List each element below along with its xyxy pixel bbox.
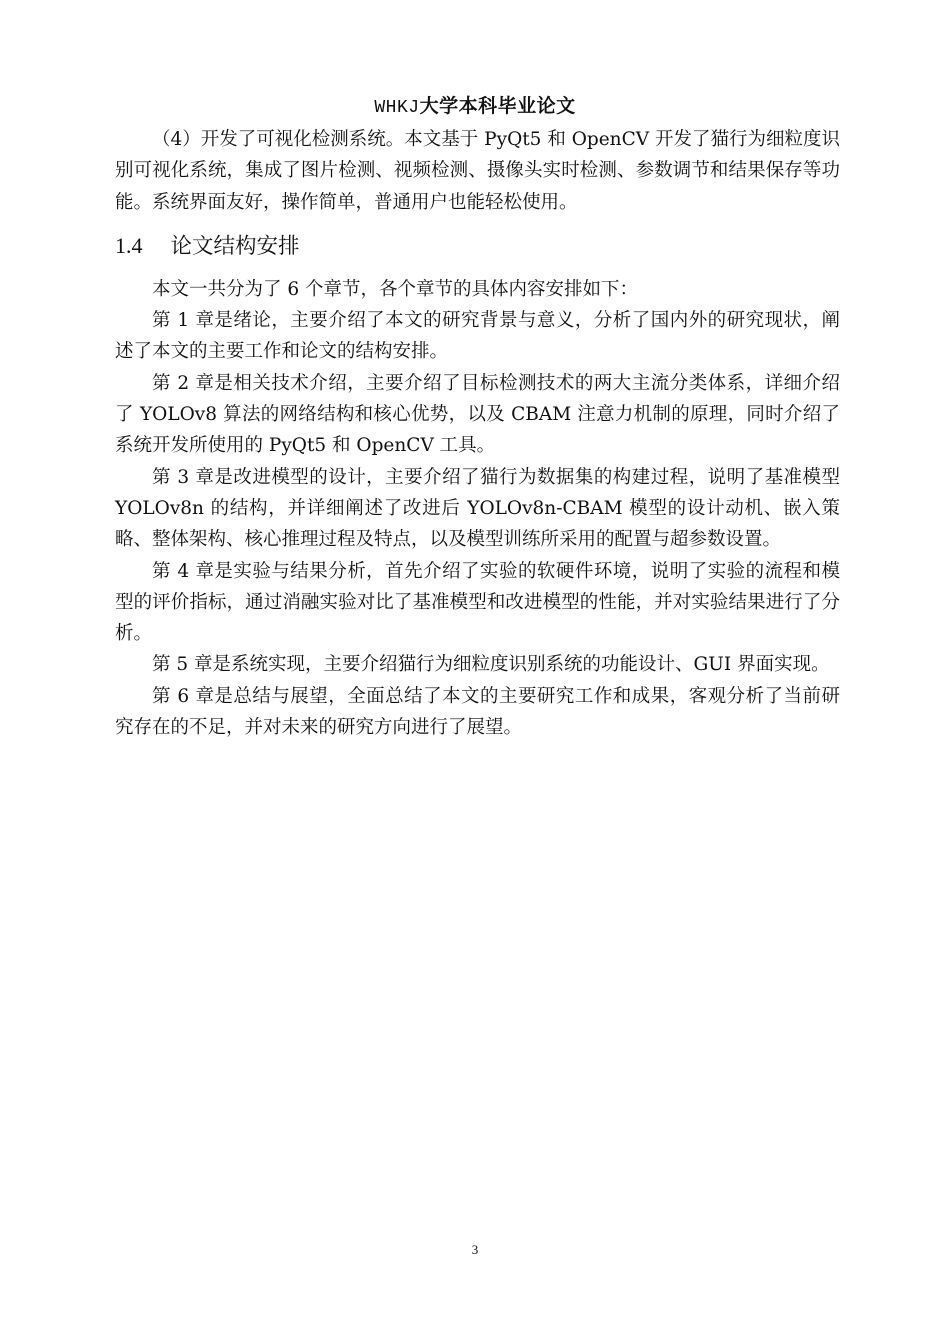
header-university-code: WHKJ — [374, 98, 420, 118]
section-title: 论文结构安排 — [170, 233, 300, 259]
section-heading — [115, 218, 840, 274]
page-header — [0, 93, 950, 121]
intro-paragraph: （4）开发了可视化检测系统。本文基于 PyQt5 和 OpenCV 开发了猫行为细粒度识别可视化系统，集成了图片检测、视频检测、摄像头实时检测、参数调节和结果保存等功能。系统界面友好，操作简单，普通用户也能轻松使用。 — [115, 129, 840, 213]
section-number: 1.4 — [115, 232, 143, 258]
paragraph-chapter-5: 第 5 章是系统实现，主要介绍猫行为细粒度识别系统的功能设计、GUI 界面实现。 — [152, 654, 830, 676]
document-body — [115, 124, 840, 743]
paragraph-chapter-1: 第 1 章是绪论，主要介绍了本文的研究背景与意义，分析了国内外的研究现状，阐述了本文的主要工作和论文的结构安排。 — [115, 310, 840, 363]
paragraph-overview: 本文一共分为了 6 个章节，各个章节的具体内容安排如下： — [152, 278, 639, 300]
page-number: 3 — [471, 1242, 479, 1257]
header-title: 大学本科毕业论文 — [419, 95, 576, 117]
paragraph-chapter-2: 第 2 章是相关技术介绍，主要介绍了目标检测技术的两大主流分类体系，详细介绍了 YOLOv8 算法的网络结构和核心优势，以及 CBAM 注意力机制的原理，同时介绍了系统开发所使用的 PyQt5 和 OpenCV 工具。 — [115, 372, 840, 457]
paragraph-chapter-3: 第 3 章是改进模型的设计，主要介绍了猫行为数据集的构建过程，说明了基准模型 YOLOv8n 的结构，并详细阐述了改进后 YOLOv8n-CBAM 模型的设计动机、嵌入策略、整体架构、核心推理过程及特点，以及模型训练所采用的配置与超参数设置。 — [115, 466, 840, 551]
paragraph-chapter-4: 第 4 章是实验与结果分析，首先介绍了实验的软硬件环境，说明了实验的流程和模型的评价指标，通过消融实验对比了基准模型和改进模型的性能，并对实验结果进行了分析。 — [115, 560, 840, 645]
paragraph-chapter-6: 第 6 章是总结与展望，全面总结了本文的主要研究工作和成果，客观分析了当前研究存在的不足，并对未来的研究方向进行了展望。 — [115, 685, 840, 739]
